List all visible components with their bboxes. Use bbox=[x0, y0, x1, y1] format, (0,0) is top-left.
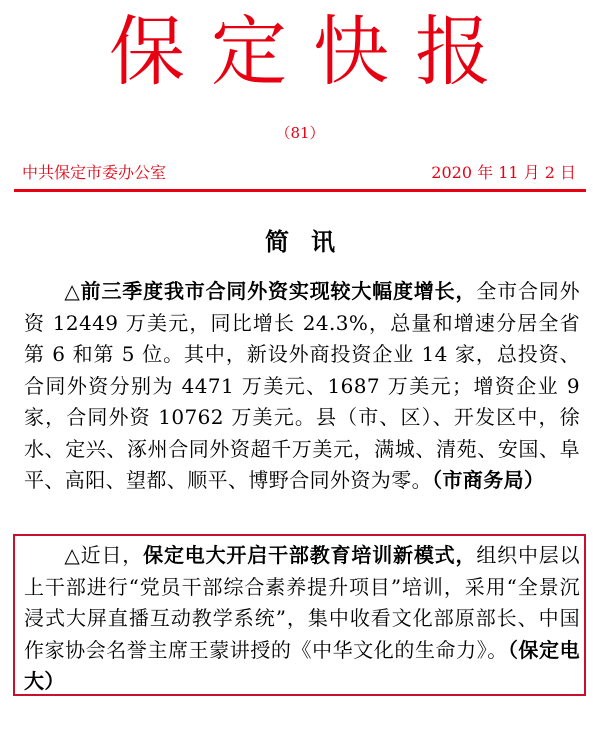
section-title: 简讯 bbox=[265, 227, 357, 256]
news-item-2-source: （保定电大） bbox=[24, 637, 580, 693]
news-item-1-body: 全市合同外资 12449 万美元，同比增长 24.3%，总量和增速分居全省第 6 和第 5 位。其中，新设外商投资企业 14 家，总投资、合同外资分别为 4471 万美元、1687 万美元；增资企业 9 家，合同外资 10762 万美元。县（市、区）、开发区中，徐水、定兴、涿州合同外资超千万美元，满城、清苑、安国、阜平、高阳、望都、顺平、博野合同外资为零。 bbox=[24, 279, 581, 492]
issue-date: 2020 年 11 月 2 日 bbox=[431, 163, 576, 182]
masthead-title: 保定快报 bbox=[109, 7, 517, 96]
news-item-2-triangle: △ bbox=[64, 543, 81, 567]
news-item-2-headline: 保定电大开启干部教育培训新模式， bbox=[143, 543, 477, 567]
issue-number: （81） bbox=[275, 124, 325, 142]
news-item-1-triangle: △ bbox=[64, 279, 81, 303]
news-item-1 bbox=[24, 276, 580, 497]
news-item-2-lead: 近日， bbox=[80, 543, 144, 567]
news-item-1-source: （市商务局） bbox=[432, 468, 545, 492]
news-item-2 bbox=[24, 540, 580, 698]
issuing-office: 中共保定市委办公室 bbox=[22, 163, 167, 182]
news-item-1-headline: 前三季度我市合同外资实现较大幅度增长， bbox=[80, 279, 477, 303]
header-rule bbox=[14, 189, 586, 192]
news-item-2-body: 组织中层以上干部进行“党员干部综合素养提升项目”培训，采用“全景沉浸式大屏直播互动教学系统”，集中收看文化部原部长、中国作家协会名誉主席王蒙讲授的《中华文化的生命力》。 bbox=[24, 543, 581, 662]
